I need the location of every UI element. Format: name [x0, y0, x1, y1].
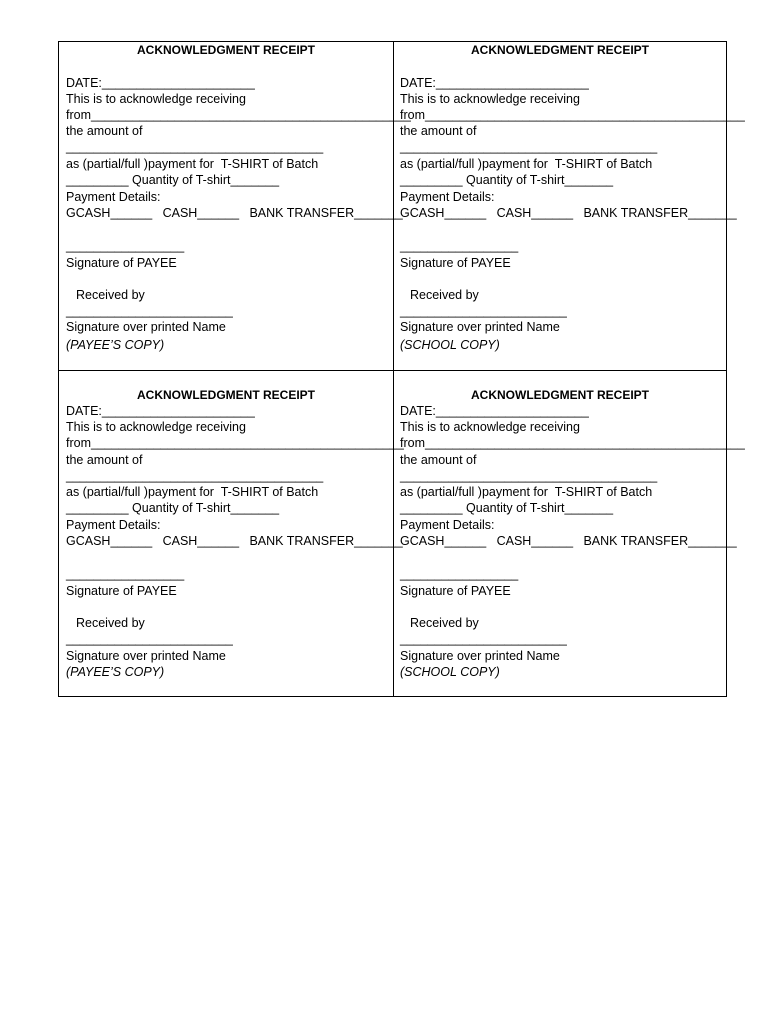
amount-line: the amount of [400, 124, 477, 138]
copy-label: (PAYEE’S COPY) [66, 665, 165, 679]
payment-methods-line: GCASH______ CASH______ BANK TRANSFER_______ [66, 206, 403, 220]
payment-details-label: Payment Details: [400, 518, 495, 532]
receiver-signature-label: Signature over printed Name [66, 320, 226, 334]
receipt-title: ACKNOWLEDGMENT RECEIPT [471, 388, 649, 402]
receiver-signature-label: Signature over printed Name [400, 320, 560, 334]
receipt-title: ACKNOWLEDGMENT RECEIPT [471, 43, 649, 57]
acknowledge-line: This is to acknowledge receiving [400, 420, 580, 434]
amount-line: the amount of [66, 453, 143, 467]
amount-line: the amount of [400, 453, 477, 467]
payment-for-line: as (partial/full )payment for T-SHIRT of Batch [66, 157, 319, 171]
amount-blank-line: _____________________________________ [400, 469, 658, 483]
amount-blank-line: _____________________________________ [66, 469, 324, 483]
receiver-signature-line: ________________________ [66, 632, 233, 646]
acknowledge-line: This is to acknowledge receiving [66, 420, 246, 434]
receiver-signature-line: ________________________ [66, 304, 233, 318]
copy-label: (PAYEE’S COPY) [66, 338, 165, 352]
payment-details-label: Payment Details: [66, 518, 161, 532]
amount-blank-line: _____________________________________ [66, 140, 324, 154]
receiver-signature-line: ________________________ [400, 632, 567, 646]
amount-line: the amount of [66, 124, 143, 138]
payment-methods-line: GCASH______ CASH______ BANK TRANSFER_______ [400, 534, 737, 548]
receipt-top-left [59, 42, 411, 370]
payment-details-label: Payment Details: [400, 190, 495, 204]
payee-signature-label: Signature of PAYEE [66, 584, 177, 598]
acknowledge-line: This is to acknowledge receiving [400, 92, 580, 106]
received-by-label: Received by [410, 616, 479, 630]
acknowledge-line: This is to acknowledge receiving [66, 92, 246, 106]
received-by-label: Received by [76, 616, 145, 630]
receipt-bottom-left [59, 370, 404, 698]
receipt-sheet [58, 41, 745, 697]
payment-details-label: Payment Details: [66, 190, 161, 204]
receiver-signature-line: ________________________ [400, 304, 567, 318]
payee-signature-label: Signature of PAYEE [400, 584, 511, 598]
payee-signature-line: _________________ [400, 567, 519, 581]
receipt-bottom-right [393, 370, 745, 698]
payment-for-line: as (partial/full )payment for T-SHIRT of Batch [400, 157, 653, 171]
date-line: DATE:______________________ [400, 76, 589, 90]
received-by-label: Received by [410, 288, 479, 302]
payee-signature-line: _________________ [400, 239, 519, 253]
quantity-line: _________ Quantity of T-shirt_______ [400, 501, 614, 515]
receipt-top-right [393, 42, 745, 370]
date-line: DATE:______________________ [400, 404, 589, 418]
payment-methods-line: GCASH______ CASH______ BANK TRANSFER_______ [400, 206, 737, 220]
from-line: from______________________________________________ [400, 108, 745, 122]
from-line: from______________________________________________ [66, 108, 411, 122]
quantity-line: _________ Quantity of T-shirt_______ [66, 501, 280, 515]
copy-label: (SCHOOL COPY) [400, 338, 500, 352]
received-by-label: Received by [76, 288, 145, 302]
date-line: DATE:______________________ [66, 76, 255, 90]
receiver-signature-label: Signature over printed Name [400, 649, 560, 663]
payee-signature-line: _________________ [66, 239, 185, 253]
receiver-signature-label: Signature over printed Name [66, 649, 226, 663]
receipt-title: ACKNOWLEDGMENT RECEIPT [137, 43, 315, 57]
payment-methods-line: GCASH______ CASH______ BANK TRANSFER_______ [66, 534, 403, 548]
payee-signature-label: Signature of PAYEE [400, 256, 511, 270]
copy-label: (SCHOOL COPY) [400, 665, 500, 679]
payee-signature-line: _________________ [66, 567, 185, 581]
payment-for-line: as (partial/full )payment for T-SHIRT of Batch [66, 485, 319, 499]
amount-blank-line: _____________________________________ [400, 140, 658, 154]
date-line: DATE:______________________ [66, 404, 255, 418]
quantity-line: _________ Quantity of T-shirt_______ [400, 173, 614, 187]
from-line: from_____________________________________________ [66, 436, 404, 450]
from-line: from______________________________________________ [400, 436, 745, 450]
quantity-line: _________ Quantity of T-shirt_______ [66, 173, 280, 187]
payee-signature-label: Signature of PAYEE [66, 256, 177, 270]
payment-for-line: as (partial/full )payment for T-SHIRT of Batch [400, 485, 653, 499]
receipt-title: ACKNOWLEDGMENT RECEIPT [137, 388, 315, 402]
